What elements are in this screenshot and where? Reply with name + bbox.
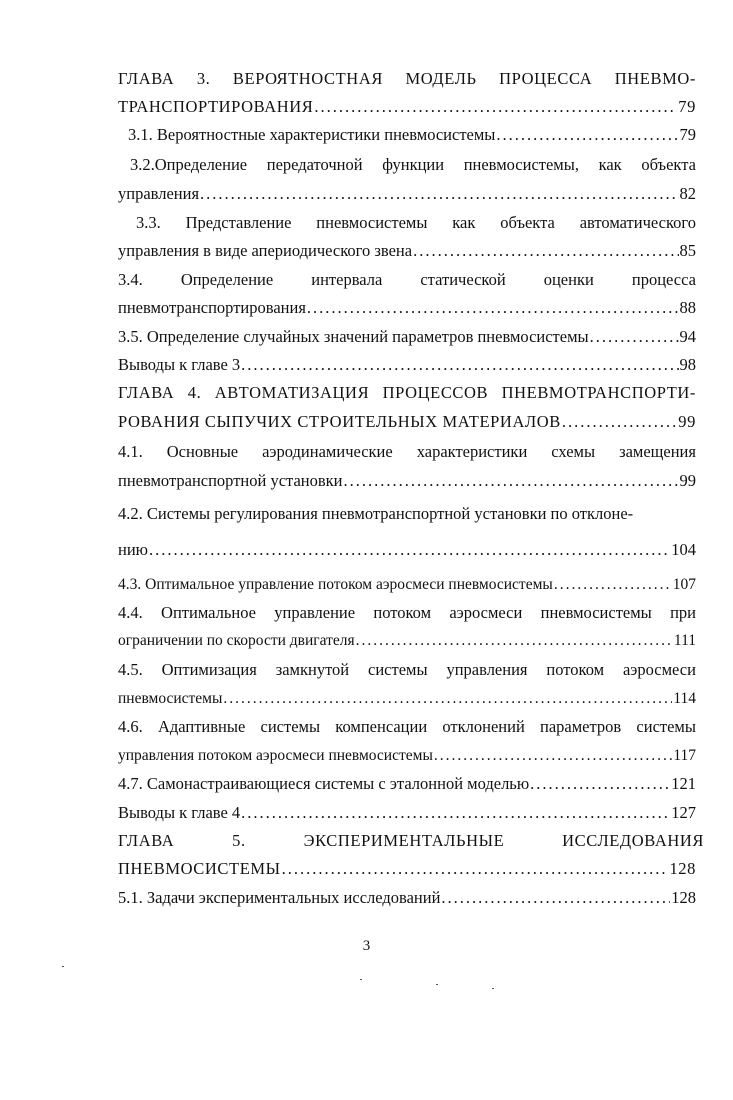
toc-entry-3-2-line1: 3.2.Определение передаточной функции пневмосистемы, как объекта — [130, 155, 696, 174]
page-number: 3 — [362, 938, 371, 954]
toc-chapter-5-line2: ПНЕВМОСИСТЕМЫ ..... 128 — [118, 858, 696, 880]
toc-chapter-4-line1: ГЛАВА 4. АВТОМАТИЗАЦИЯ ПРОЦЕССОВ ПНЕВМОТРАНСПОРТИ- — [118, 383, 696, 402]
scan-speck — [436, 984, 438, 985]
toc-chapter-5-line1: ГЛАВА 5. ЭКСПЕРИМЕНТАЛЬНЫЕ ИССЛЕДОВАНИЯ — [118, 831, 704, 850]
toc-entry-conclusions-3: Выводы к главе 3 ..... 98 — [118, 354, 696, 376]
toc-entry-3-3-line1: 3.3. Представление пневмосистемы как объекта автоматического — [136, 213, 696, 232]
toc-entry-4-6-line1: 4.6. Адаптивные системы компенсации отклонений параметров системы — [118, 717, 696, 736]
toc-chapter-4-line2: РОВАНИЯ СЫПУЧИХ СТРОИТЕЛЬНЫХ МАТЕРИАЛОВ ..... 99 — [118, 411, 696, 433]
toc-entry-4-5-line1: 4.5. Оптимизация замкнутой системы управления потоком аэросмеси — [118, 660, 696, 679]
toc-entry-3-3-line2: управления в виде апериодического звена ..... 85 — [118, 240, 696, 262]
toc-entry-4-4-line1: 4.4. Оптимальное управление потоком аэросмеси пневмосистемы при — [118, 603, 696, 622]
toc-entry-3-1: 3.1. Вероятностные характеристики пневмосистемы ..... 79 — [128, 124, 696, 146]
toc-entry-3-4-line1: 3.4. Определение интервала статической оценки процесса — [118, 270, 696, 289]
toc-entry-4-2-line2: нию ..... 104 — [118, 539, 696, 561]
toc-entry-4-7: 4.7. Самонастраивающиеся системы с эталонной моделью ..... 121 — [118, 773, 696, 795]
scan-speck — [360, 979, 362, 980]
toc-entry-conclusions-4: Выводы к главе 4 ..... 127 — [118, 802, 696, 824]
toc-chapter-3-line2: ТРАНСПОРТИРОВАНИЯ ..... 79 — [118, 96, 696, 118]
toc-entry-4-5-line2: пневмосистемы ..... 114 — [118, 688, 696, 710]
toc-entry-3-2-line2: управления ..... 82 — [118, 183, 696, 205]
page-ref: 79 — [678, 97, 696, 116]
toc-entry-4-2-line1: 4.2. Системы регулирования пневмотранспортной установки по отклоне- — [118, 504, 634, 523]
toc-entry-3-4-line2: пневмотранспортирования ..... 88 — [118, 297, 696, 319]
scan-speck — [492, 988, 494, 989]
toc-entry-4-1-line2: пневмотранспортной установки ..... 99 — [118, 470, 696, 492]
toc-entry-4-6-line2: управления потоком аэросмеси пневмосистемы ..... 117 — [118, 745, 696, 767]
scan-speck — [62, 966, 64, 967]
toc-entry-3-5: 3.5. Определение случайных значений параметров пневмосистемы ..... 94 — [118, 326, 696, 348]
toc-entry-4-3: 4.3. Оптимальное управление потоком аэросмеси пневмосистемы ..... 107 — [118, 574, 696, 596]
toc-entry-4-4-line2: ограничении по скорости двигателя ..... 111 — [118, 630, 696, 652]
toc-chapter-3-line1: ГЛАВА 3. ВЕРОЯТНОСТНАЯ МОДЕЛЬ ПРОЦЕССА ПНЕВМО- — [118, 69, 696, 88]
toc-entry-5-1: 5.1. Задачи экспериментальных исследований ..... 128 — [118, 887, 696, 909]
toc-entry-4-1-line1: 4.1. Основные аэродинамические характеристики схемы замещения — [118, 442, 696, 461]
